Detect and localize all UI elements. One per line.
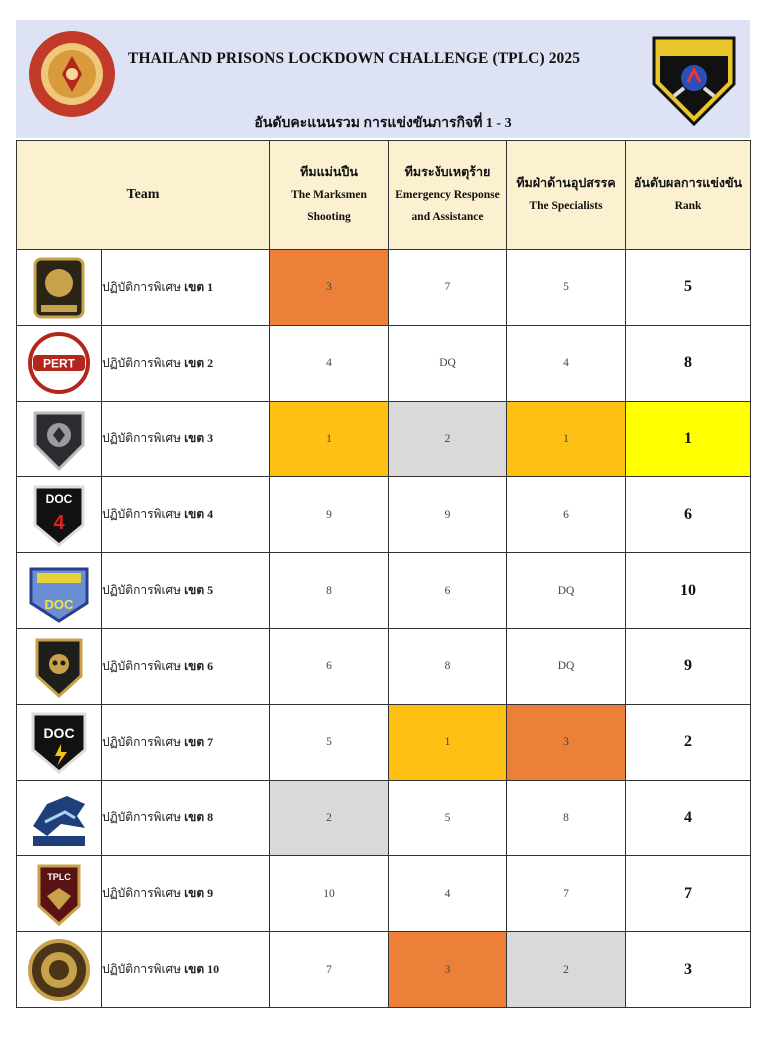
team-logo-cell [17,780,102,856]
gas-mask-special-operation-icon [27,634,91,698]
table-header-row [17,141,751,250]
team-name-prefix: ปฏิบัติการพิเศษ [102,583,182,598]
team-name-prefix: ปฏิบัติการพิเศษ [102,810,182,825]
emergency-score: 6 [389,553,507,629]
marksmen-thai-label: ทีมแม่นปืน [300,165,358,180]
svg-text:DOC: DOC [45,491,73,506]
specialists-english-label: The Specialists [529,199,603,212]
specialists-score: 4 [507,325,626,401]
team-logo-cell [17,856,102,932]
emergency-score: 3 [389,932,507,1008]
emergency-score: 5 [389,780,507,856]
svg-text:TPLC: TPLC [47,871,71,882]
table-row [17,401,751,477]
specialists-score: 3 [507,704,626,780]
team-logo-cell [17,553,102,629]
marksmen-score: 8 [270,553,389,629]
table-row [17,932,751,1008]
team-name [102,553,270,629]
overall-rank: 8 [626,325,751,401]
svg-text:DOC: DOC [44,596,74,612]
overall-rank: 3 [626,932,751,1008]
table-row [17,780,751,856]
specialists-score: 1 [507,401,626,477]
team-zone: เขต 8 [184,810,214,825]
team-zone: เขต 2 [184,355,214,370]
svg-text:DOC: DOC [43,725,75,742]
team-name-prefix: ปฏิบัติการพิเศษ [102,355,182,370]
table-row [17,856,751,932]
doc-4-shield-icon [27,483,91,547]
emergency-thai-label: ทีมระงับเหตุร้าย [404,165,491,180]
doc-district-7-shield-icon [27,710,91,774]
team-name [102,477,270,553]
team-logo-cell [17,932,102,1008]
marksmen-score: 7 [270,932,389,1008]
team-name [102,704,270,780]
team-name [102,780,270,856]
marksmen-score: 3 [270,250,389,326]
marksmen-score: 9 [270,477,389,553]
table-row [17,628,751,704]
team-name-prefix: ปฏิบัติการพิเศษ [102,431,182,446]
results-table [16,140,751,1008]
overall-rank: 7 [626,856,751,932]
page-subtitle: อันดับคะแนนรวม การแข่งขันภารกิจที่ 1 - 3 [254,116,512,131]
emergency-english-label-2: and Assistance [411,210,484,223]
emergency-score: 2 [389,401,507,477]
marksmen-score: 5 [270,704,389,780]
marksmen-english-label-1: The Marksmen [291,189,367,202]
doc-tplc-2025-badge-icon [27,559,91,623]
table-row [17,553,751,629]
table-row [17,704,751,780]
team-logo-cell [17,325,102,401]
specialists-score: 5 [507,250,626,326]
overall-rank: 5 [626,250,751,326]
marksmen-score: 4 [270,325,389,401]
team-name [102,250,270,326]
specialists-score: 8 [507,780,626,856]
marksmen-column-header [270,141,389,250]
header-banner [16,20,750,138]
rank-english-label: Rank [674,199,702,212]
pert-badge-icon [27,331,91,395]
team-name-prefix: ปฏิบัติการพิเศษ [102,962,182,977]
overall-rank: 1 [626,401,751,477]
team-name-prefix: ปฏิบัติการพิเศษ [102,734,182,749]
emergency-english-label-1: Emergency Response [395,189,500,202]
emergency-score: 8 [389,628,507,704]
round-special-operation-badge-icon [27,938,91,1002]
team-name-prefix: ปฏิบัติการพิเศษ [102,279,182,294]
marksmen-score: 2 [270,780,389,856]
team-name-prefix: ปฏิบัติการพิเศษ [102,507,182,522]
specialists-thai-label: ทีมฝ่าด้านอุปสรรค [516,176,616,191]
overall-rank: 4 [626,780,751,856]
team-zone: เขต 10 [184,962,220,977]
table-row [17,477,751,553]
team-name [102,401,270,477]
team-name-prefix: ปฏิบัติการพิเศษ [102,886,182,901]
team-zone: เขต 5 [184,583,214,598]
overall-rank: 6 [626,477,751,553]
overall-rank: 9 [626,628,751,704]
team-zone: เขต 1 [184,279,214,294]
elephant-badge-icon [27,255,91,319]
emergency-score: 9 [389,477,507,553]
team-column-header: Team [17,141,270,250]
emergency-score: 7 [389,250,507,326]
marksmen-score: 10 [270,856,389,932]
specialists-score: 7 [507,856,626,932]
overall-rank: 2 [626,704,751,780]
specialists-score: DQ [507,553,626,629]
wolf-badge-icon [27,407,91,471]
team-zone: เขต 9 [184,886,214,901]
specialists-score: 2 [507,932,626,1008]
team-name [102,628,270,704]
team-zone: เขต 3 [184,431,214,446]
team-zone: เขต 6 [184,658,214,673]
emergency-score: 1 [389,704,507,780]
team-logo-cell [17,401,102,477]
team-logo-cell [17,477,102,553]
emergency-score: 4 [389,856,507,932]
department-of-corrections-seal-icon [28,30,116,118]
team-name [102,856,270,932]
team-logo-cell [17,628,102,704]
emergency-column-header [389,141,507,250]
team-name [102,932,270,1008]
table-row [17,325,751,401]
specialists-score: 6 [507,477,626,553]
team-logo-cell [17,704,102,780]
svg-text:PERT: PERT [42,356,76,371]
overall-rank: 10 [626,553,751,629]
team-zone: เขต 7 [184,734,214,749]
team-name [102,325,270,401]
marksmen-english-label-2: Shooting [307,210,351,223]
team-logo-cell [17,250,102,326]
specialists-column-header [507,141,626,250]
marksmen-score: 1 [270,401,389,477]
shark-badge-icon [27,786,91,850]
tplc-eagle-shield-icon [27,862,91,926]
marksmen-score: 6 [270,628,389,704]
rank-thai-label: อันดับผลการแข่งขัน [633,176,743,191]
team-name-prefix: ปฏิบัติการพิเศษ [102,658,182,673]
team-zone: เขต 4 [184,507,214,522]
emergency-score: DQ [389,325,507,401]
rank-column-header [626,141,751,250]
page-title: THAILAND PRISONS LOCKDOWN CHALLENGE (TPLC) 2025 [128,50,581,67]
specialists-score: DQ [507,628,626,704]
svg-text:4: 4 [53,511,65,534]
table-row [17,250,751,326]
